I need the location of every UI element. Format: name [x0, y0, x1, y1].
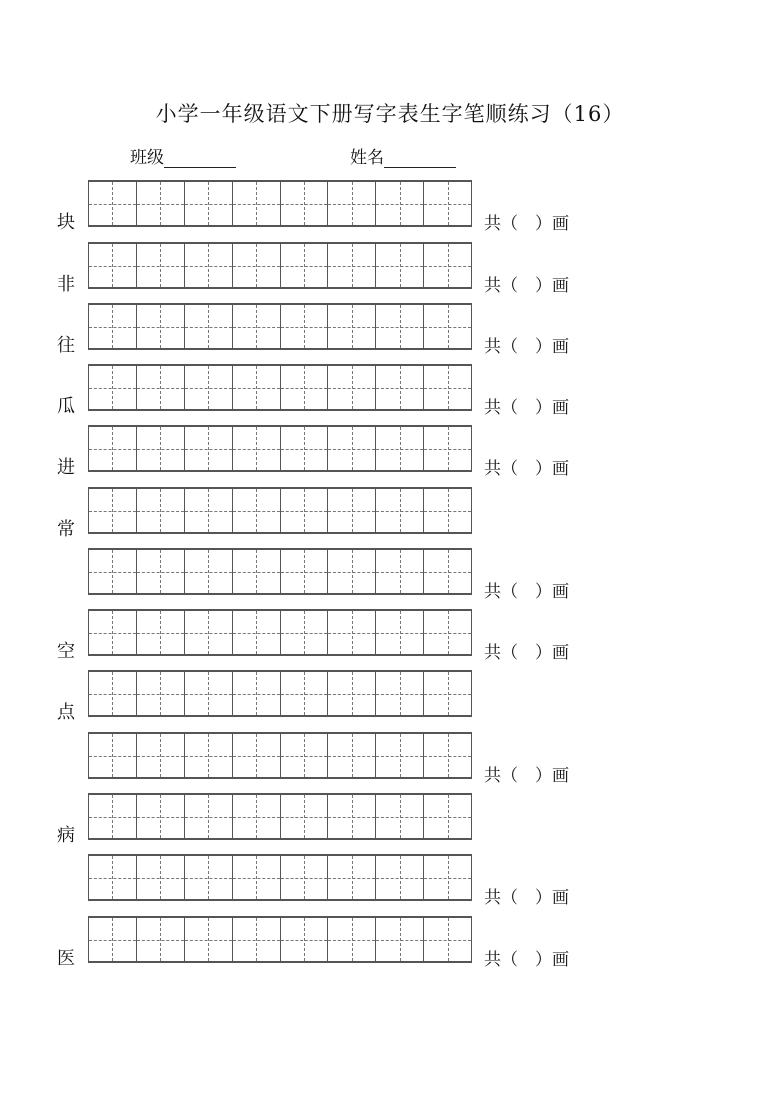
stroke-count-label: 共（ ）画	[484, 766, 569, 786]
writing-cell[interactable]	[376, 734, 424, 777]
writing-grid-row	[88, 670, 472, 717]
writing-cell[interactable]	[89, 672, 137, 715]
writing-cell[interactable]	[89, 182, 137, 225]
writing-cell[interactable]	[376, 918, 424, 961]
character-label: 常	[57, 519, 75, 540]
writing-grid-row	[88, 732, 472, 779]
writing-cell[interactable]	[328, 672, 376, 715]
writing-cell[interactable]	[233, 734, 281, 777]
writing-cell[interactable]	[281, 734, 329, 777]
stroke-count-label: 共（ ）画	[484, 337, 569, 357]
character-label: 进	[57, 457, 75, 478]
writing-cell[interactable]	[233, 182, 281, 225]
writing-cell[interactable]	[328, 182, 376, 225]
writing-cell[interactable]	[376, 366, 424, 409]
character-label: 瓜	[57, 396, 75, 417]
writing-cell[interactable]	[376, 550, 424, 593]
writing-cell[interactable]	[376, 182, 424, 225]
writing-cell[interactable]	[424, 734, 471, 777]
writing-cell[interactable]	[185, 550, 233, 593]
writing-cell[interactable]	[89, 489, 137, 532]
stroke-count-label: 共（ ）画	[484, 888, 569, 908]
writing-cell[interactable]	[185, 611, 233, 654]
writing-cell[interactable]	[281, 550, 329, 593]
writing-cell[interactable]	[281, 305, 329, 348]
writing-cell[interactable]	[328, 305, 376, 348]
writing-cell[interactable]	[281, 489, 329, 532]
writing-cell[interactable]	[233, 856, 281, 899]
writing-cell[interactable]	[185, 366, 233, 409]
writing-cell[interactable]	[281, 611, 329, 654]
class-blank[interactable]	[164, 149, 236, 168]
writing-cell[interactable]	[185, 856, 233, 899]
writing-cell[interactable]	[89, 795, 137, 838]
writing-cell[interactable]	[424, 305, 471, 348]
character-label: 医	[57, 948, 75, 969]
writing-cell[interactable]	[376, 611, 424, 654]
writing-cell[interactable]	[281, 427, 329, 470]
writing-cell[interactable]	[424, 427, 471, 470]
writing-grid-row	[88, 609, 472, 656]
writing-cell[interactable]	[424, 611, 471, 654]
writing-cell[interactable]	[281, 182, 329, 225]
page-title: 小学一年级语文下册写字表生字笔顺练习（16）	[155, 102, 625, 126]
character-label: 块	[57, 212, 75, 233]
writing-cell[interactable]	[185, 918, 233, 961]
character-label: 空	[57, 641, 75, 662]
writing-cell[interactable]	[137, 734, 185, 777]
writing-cell[interactable]	[185, 182, 233, 225]
stroke-count-label: 共（ ）画	[484, 276, 569, 296]
name-label: 姓名	[350, 148, 384, 168]
writing-cell[interactable]	[137, 856, 185, 899]
character-label: 点	[57, 702, 75, 723]
character-label: 往	[57, 335, 75, 356]
writing-cell[interactable]	[89, 427, 137, 470]
writing-cell[interactable]	[281, 366, 329, 409]
writing-cell[interactable]	[328, 244, 376, 287]
writing-cell[interactable]	[376, 856, 424, 899]
writing-grid-row	[88, 242, 472, 289]
writing-cell[interactable]	[328, 427, 376, 470]
writing-cell[interactable]	[376, 489, 424, 532]
writing-cell[interactable]	[376, 427, 424, 470]
writing-cell[interactable]	[328, 366, 376, 409]
writing-cell[interactable]	[185, 489, 233, 532]
writing-grid-row	[88, 180, 472, 227]
stroke-count-label: 共（ ）画	[484, 582, 569, 602]
writing-cell[interactable]	[376, 305, 424, 348]
writing-grid-row	[88, 854, 472, 901]
name-field	[350, 143, 456, 168]
writing-cell[interactable]	[281, 672, 329, 715]
writing-cell[interactable]	[137, 795, 185, 838]
writing-cell[interactable]	[89, 366, 137, 409]
class-label: 班级	[130, 148, 164, 168]
writing-cell[interactable]	[424, 795, 471, 838]
writing-cell[interactable]	[424, 182, 471, 225]
writing-cell[interactable]	[424, 672, 471, 715]
writing-cell[interactable]	[328, 550, 376, 593]
stroke-count-label: 共（ ）画	[484, 950, 569, 970]
writing-cell[interactable]	[89, 244, 137, 287]
class-field	[130, 143, 236, 168]
writing-cell[interactable]	[281, 244, 329, 287]
writing-cell[interactable]	[137, 305, 185, 348]
writing-cell[interactable]	[233, 918, 281, 961]
writing-grid-row	[88, 303, 472, 350]
stroke-count-label: 共（ ）画	[484, 643, 569, 663]
writing-cell[interactable]	[233, 672, 281, 715]
writing-cell[interactable]	[137, 427, 185, 470]
name-blank[interactable]	[384, 149, 456, 168]
writing-cell[interactable]	[89, 918, 137, 961]
writing-cell[interactable]	[233, 366, 281, 409]
writing-cell[interactable]	[424, 244, 471, 287]
writing-cell[interactable]	[89, 305, 137, 348]
writing-cell[interactable]	[328, 734, 376, 777]
writing-cell[interactable]	[424, 918, 471, 961]
stroke-count-label: 共（ ）画	[484, 459, 569, 479]
writing-cell[interactable]	[185, 672, 233, 715]
writing-cell[interactable]	[185, 795, 233, 838]
writing-cell[interactable]	[424, 489, 471, 532]
writing-cell[interactable]	[328, 795, 376, 838]
writing-cell[interactable]	[424, 550, 471, 593]
writing-cell[interactable]	[376, 244, 424, 287]
writing-cell[interactable]	[281, 795, 329, 838]
writing-cell[interactable]	[376, 672, 424, 715]
writing-cell[interactable]	[233, 550, 281, 593]
writing-cell[interactable]	[328, 856, 376, 899]
writing-cell[interactable]	[137, 182, 185, 225]
writing-cell[interactable]	[328, 611, 376, 654]
writing-cell[interactable]	[89, 856, 137, 899]
writing-cell[interactable]	[424, 856, 471, 899]
writing-grid-row	[88, 548, 472, 595]
writing-cell[interactable]	[137, 550, 185, 593]
writing-cell[interactable]	[328, 918, 376, 961]
writing-cell[interactable]	[137, 489, 185, 532]
writing-cell[interactable]	[89, 611, 137, 654]
writing-cell[interactable]	[233, 427, 281, 470]
writing-grid-row	[88, 425, 472, 472]
writing-cell[interactable]	[424, 366, 471, 409]
writing-cell[interactable]	[233, 244, 281, 287]
writing-grid-row	[88, 916, 472, 963]
writing-grid-row	[88, 364, 472, 411]
writing-cell[interactable]	[137, 244, 185, 287]
writing-cell[interactable]	[185, 427, 233, 470]
character-label: 病	[57, 825, 75, 846]
writing-grid-row	[88, 793, 472, 840]
writing-cell[interactable]	[185, 244, 233, 287]
writing-grid-row	[88, 487, 472, 534]
writing-cell[interactable]	[137, 918, 185, 961]
writing-cell[interactable]	[89, 550, 137, 593]
writing-cell[interactable]	[137, 672, 185, 715]
writing-cell[interactable]	[233, 305, 281, 348]
writing-cell[interactable]	[376, 795, 424, 838]
writing-cell[interactable]	[185, 305, 233, 348]
writing-cell[interactable]	[233, 795, 281, 838]
writing-cell[interactable]	[185, 734, 233, 777]
writing-cell[interactable]	[89, 734, 137, 777]
stroke-count-label: 共（ ）画	[484, 214, 569, 234]
stroke-count-label: 共（ ）画	[484, 398, 569, 418]
character-label: 非	[57, 274, 75, 295]
writing-cell[interactable]	[233, 489, 281, 532]
writing-cell[interactable]	[233, 611, 281, 654]
writing-cell[interactable]	[137, 366, 185, 409]
writing-cell[interactable]	[328, 489, 376, 532]
writing-cell[interactable]	[137, 611, 185, 654]
writing-cell[interactable]	[281, 856, 329, 899]
writing-cell[interactable]	[281, 918, 329, 961]
